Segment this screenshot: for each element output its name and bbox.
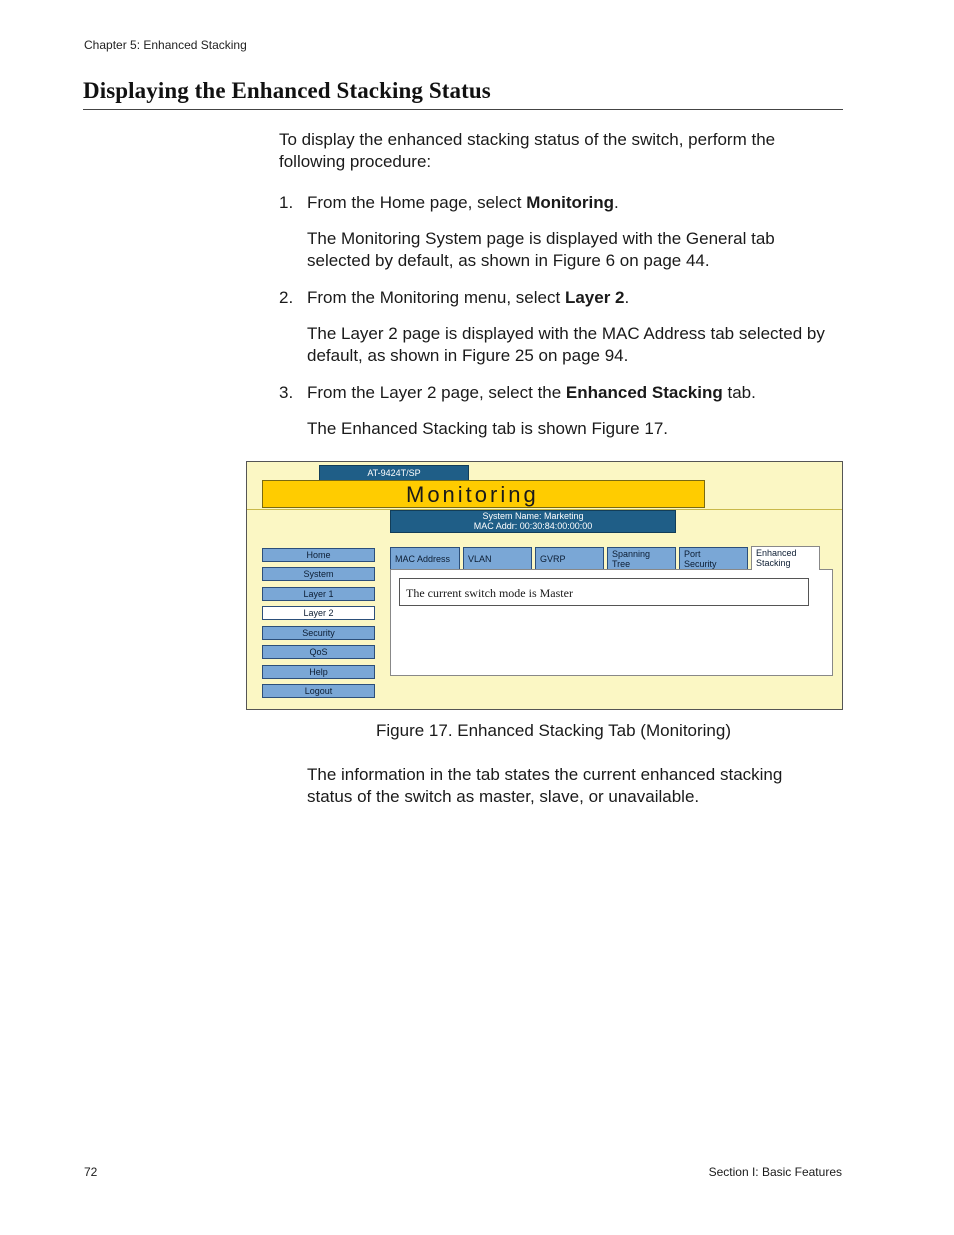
step-text: From the Layer 2 page, select the <box>307 383 566 402</box>
nav-layer-2[interactable]: Layer 2 <box>262 606 375 620</box>
figure-caption: Figure 17. Enhanced Stacking Tab (Monitoring) <box>376 721 731 740</box>
tab-label-line: Tree <box>612 559 631 569</box>
tab-enhanced-stacking[interactable] <box>751 546 820 570</box>
step-bold: Monitoring <box>526 193 615 212</box>
monitoring-banner: Monitoring <box>262 480 705 508</box>
step-text: . <box>614 193 619 212</box>
tab-gvrp[interactable]: GVRP <box>535 547 604 569</box>
tab-label-line: Enhanced <box>756 548 797 558</box>
title-rule <box>83 109 843 110</box>
nav-qos[interactable]: QoS <box>262 645 375 659</box>
step-text: From the Home page, select <box>307 193 527 212</box>
step-number: 3. <box>279 383 294 402</box>
outro-paragraph: The information in the tab states the current enhanced stacking status of the switch as master, slave, or unavailable. <box>307 765 783 806</box>
step-text: From the Monitoring menu, select <box>307 288 565 307</box>
nav-layer-1[interactable]: Layer 1 <box>262 587 375 601</box>
stacking-status-box: The current switch mode is Master <box>399 578 809 606</box>
nav-system[interactable]: System <box>262 567 375 581</box>
model-label: AT-9424T/SP <box>319 465 469 481</box>
tab-label-line: Stacking <box>756 558 791 568</box>
system-name: System Name: Marketing <box>482 511 584 521</box>
step-number: 2. <box>279 288 294 307</box>
step-2-note: The Layer 2 page is displayed with the MAC Address tab selected by default, as shown in Figure 25 on page 94. <box>307 324 825 365</box>
nav-home[interactable]: Home <box>262 548 375 562</box>
figure-screenshot <box>246 461 843 710</box>
tab-label-line: Port <box>684 549 701 559</box>
tab-label-line: Security <box>684 559 717 569</box>
intro-paragraph: To display the enhanced stacking status of the switch, perform the following procedure: <box>279 130 776 171</box>
tab-mac-address[interactable]: MAC Address <box>390 547 460 569</box>
step-1-note: The Monitoring System page is displayed with the General tab selected by default, as shown in Figure 6 on page 44. <box>307 229 775 270</box>
step-number: 1. <box>279 193 294 212</box>
step-text: tab. <box>722 383 756 402</box>
nav-security[interactable]: Security <box>262 626 375 640</box>
step-bold: Enhanced Stacking <box>565 383 723 402</box>
tab-port-security[interactable] <box>679 547 748 569</box>
tab-label-line: Spanning <box>612 549 651 559</box>
step-1 <box>279 192 867 214</box>
system-info-box <box>390 510 676 533</box>
running-head: Chapter 5: Enhanced Stacking <box>84 38 247 52</box>
step-bold: Layer 2 <box>564 288 625 307</box>
step-3-note: The Enhanced Stacking tab is shown Figure 17. <box>307 419 668 438</box>
step-3 <box>279 382 867 404</box>
nav-help[interactable]: Help <box>262 665 375 679</box>
step-2 <box>279 287 867 309</box>
tab-spanning-tree[interactable] <box>607 547 676 569</box>
mac-address: MAC Addr: 00:30:84:00:00:00 <box>473 521 593 531</box>
page-number: 72 <box>84 1165 98 1179</box>
footer-section: Section I: Basic Features <box>708 1165 842 1179</box>
step-text: . <box>624 288 630 307</box>
page-title: Displaying the Enhanced Stacking Status <box>83 78 491 103</box>
nav-logout[interactable]: Logout <box>262 684 375 698</box>
tab-vlan[interactable]: VLAN <box>463 547 532 569</box>
